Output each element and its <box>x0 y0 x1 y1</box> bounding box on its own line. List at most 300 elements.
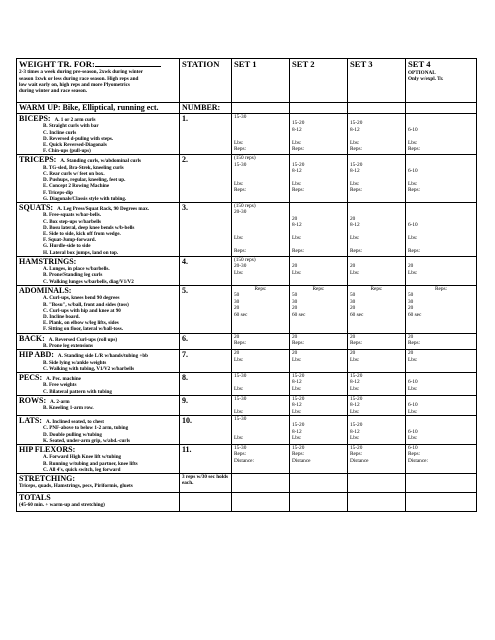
station-number-cell <box>180 256 232 285</box>
exercise-item: C. Box step-ups w/barbells <box>43 218 102 225</box>
set1-cell[interactable] <box>232 395 290 415</box>
set2-header-label: SET 2 <box>292 59 315 69</box>
set3-cell[interactable] <box>348 114 406 155</box>
exercise-cell <box>17 114 180 155</box>
set-entry: 20 <box>350 333 356 340</box>
set-entry: 20 <box>408 263 414 270</box>
station-header-label: STATION <box>182 59 220 69</box>
exercise-item: A. Reversed Curl-ups (roll ups) <box>48 336 118 343</box>
exercise-item: A. 1 or 2 arm curls <box>54 117 96 123</box>
exercise-heading-line <box>19 114 177 123</box>
station-number: 11. <box>182 444 192 454</box>
set-entry: (150 reps) <box>234 256 256 263</box>
set-entry: Lbs: <box>408 356 418 363</box>
set-entry: Lbs: <box>234 181 244 188</box>
set-entry: Reps: <box>434 285 448 292</box>
exercise-item: E. Plank, on elbow w/leg lifts, sides <box>43 320 119 327</box>
exercise-item: E. Concept 2 Rowing Machine <box>43 183 110 190</box>
set-entry: Reps: <box>408 451 421 458</box>
station-number: 9. <box>182 395 188 405</box>
set2-cell[interactable] <box>290 350 348 373</box>
exercise-row <box>17 333 477 350</box>
set3-cell[interactable] <box>348 350 406 373</box>
set-entry: 8-12 <box>292 379 302 386</box>
set-entry: Reps: <box>350 187 363 194</box>
set1-cell[interactable] <box>232 333 290 350</box>
set1-cell[interactable] <box>232 203 290 257</box>
set-entry: (150 reps) <box>234 203 256 210</box>
set3-cell[interactable] <box>348 203 406 257</box>
set-entry: Reps: <box>292 247 305 254</box>
set-entry: 15-20 <box>350 161 363 168</box>
set-entry: Lbs: <box>350 181 360 188</box>
set3-header-label: SET 3 <box>350 59 373 69</box>
warmup-set2[interactable] <box>290 103 348 114</box>
set1-header-label: SET 1 <box>234 59 257 69</box>
set1-cell[interactable] <box>232 350 290 373</box>
set-entry: Reps: <box>350 451 363 458</box>
exercise-item: B. Free-squats w/bar-bells. <box>43 212 102 219</box>
exercise-item: B. Straight curls with bar <box>43 123 99 130</box>
set-entry: 20 <box>350 215 356 222</box>
set-entry: Lbs: <box>234 408 244 415</box>
station-number-cell <box>180 114 232 155</box>
set-entry: 60 sec <box>234 311 248 318</box>
set-entry: 15-30 <box>234 395 247 402</box>
warmup-set4[interactable] <box>406 103 477 114</box>
set-entry: Lbs: <box>408 181 418 187</box>
station-header <box>180 59 232 103</box>
station-number: 2. <box>182 155 188 165</box>
number-label: NUMBER: <box>182 103 221 112</box>
stretching-set2[interactable] <box>290 474 348 493</box>
exercise-cell <box>17 415 180 444</box>
muscle-group-title: HIP FLEXORS: <box>19 444 76 454</box>
set-entry: Lbs: <box>350 356 360 363</box>
exercise-item: E. Side to side, kick off from wedge. <box>43 231 121 238</box>
set-entry: 15-20 <box>350 395 363 402</box>
set-entry: Reps: <box>408 187 421 194</box>
set3-cell[interactable] <box>348 372 406 395</box>
station-number: 6. <box>182 333 188 343</box>
station-number: 3. <box>182 203 188 213</box>
set4-cell[interactable] <box>406 395 477 415</box>
exercise-item: H. Lateral box jumps, land on top. <box>43 249 119 256</box>
set2-cell[interactable] <box>290 114 348 155</box>
exercise-cell <box>17 372 180 395</box>
set-entry: 8-12 <box>292 428 302 435</box>
set-entry: Reps: <box>312 285 325 292</box>
exercise-item: B. Kneeling 1-arm row. <box>43 405 94 412</box>
set-entry: 50 <box>292 292 298 299</box>
exercise-item: A. Leg Press/Squat Rack, 90 Degrees max. <box>57 206 150 213</box>
exercise-heading-line <box>19 203 177 212</box>
set-entry: 8-12 <box>350 402 360 409</box>
set-entry: Reps: <box>292 146 305 152</box>
set-entry: 15-20 <box>292 161 305 168</box>
exercise-heading-line <box>19 257 177 266</box>
set4-cell[interactable] <box>406 203 477 257</box>
set-entry: 20 <box>234 333 240 340</box>
exercise-heading-line <box>19 416 177 425</box>
exercise-item: D. Double pulling w/tubing <box>43 431 102 438</box>
exercise-item: A. Standing curls, w/abdominal curls <box>60 158 142 165</box>
set-entry: 6-10 <box>408 222 418 229</box>
exercise-cell <box>17 444 180 473</box>
exercise-item: C. PNF-above to below 1-2 arm, tubing <box>43 425 129 432</box>
set4-header-label: SET 4 <box>408 59 431 69</box>
set-entry: Lbs: <box>292 435 302 442</box>
station-number-cell <box>180 372 232 395</box>
set-entry: 6-10 <box>408 126 418 133</box>
exercise-row <box>17 372 477 395</box>
set-entry: Lbs: <box>408 408 418 415</box>
exercise-heading-line <box>19 334 177 343</box>
set-entry: 15-20 <box>292 444 305 451</box>
totals-cell <box>17 493 180 512</box>
muscle-group-title: TRICEPS: <box>19 155 57 165</box>
set-entry: Lbs: <box>292 408 302 415</box>
set-entry: 15-30 <box>234 161 247 168</box>
set2-cell[interactable] <box>290 395 348 415</box>
exercise-item: C. All 4's, quick switch, leg forward <box>43 466 121 473</box>
set1-cell[interactable] <box>232 444 290 473</box>
exercise-row <box>17 256 477 285</box>
exercise-heading-line <box>19 373 177 382</box>
set-entry: 8-12 <box>350 222 360 229</box>
set-entry: Distance: <box>234 457 255 464</box>
set-entry: Reps: <box>350 146 363 152</box>
exercise-item: F. Triceps-dip <box>43 189 73 196</box>
muscle-group-title: LATS: <box>19 415 42 425</box>
intro-line-2: season 1xwk or less during race season. High reps and <box>19 75 139 82</box>
set2-cell[interactable] <box>290 256 348 285</box>
exercise-cell <box>17 350 180 373</box>
set-entry: Distance: <box>408 457 429 464</box>
totals-row <box>17 493 477 512</box>
set-entry: 8-12 <box>350 428 360 435</box>
exercise-heading-line <box>19 350 177 359</box>
set1-cell[interactable] <box>232 256 290 285</box>
set4-cell[interactable] <box>406 256 477 285</box>
stretching-set1[interactable] <box>232 474 290 493</box>
set-entry: 60 sec <box>292 311 306 318</box>
set1-cell[interactable] <box>232 114 290 155</box>
set-entry: 20 <box>350 305 356 312</box>
set-entry: Reps: <box>292 451 305 458</box>
station-number-cell <box>180 415 232 444</box>
exercise-item: G. Hurdle-side to side <box>43 243 91 250</box>
stretching-detail: Triceps, quads, Hamstrings, pecs, Piriformis, gluets <box>19 483 133 489</box>
totals-set1[interactable] <box>232 493 290 512</box>
station-number: 7. <box>182 350 188 360</box>
set4-cell[interactable] <box>406 350 477 373</box>
totals-set2[interactable] <box>290 493 348 512</box>
set-entry: 50 <box>350 292 356 299</box>
stretching-row <box>17 474 477 493</box>
stretching-station <box>180 474 232 493</box>
exercise-item: B. Prone/Standing leg curls <box>43 272 103 279</box>
set3-cell[interactable] <box>348 256 406 285</box>
set-entry: Reps: <box>408 145 421 152</box>
set-entry: Distance <box>350 457 369 464</box>
exercise-item: F. Chin-ups (pull-ups) <box>43 148 91 155</box>
set-entry: 15-20 <box>292 395 305 402</box>
set-entry: 20 <box>234 350 240 357</box>
exercise-item: F. Squat-Jump-forward. <box>43 237 96 244</box>
set2-cell[interactable] <box>290 444 348 473</box>
set-entry: Reps: <box>234 339 247 346</box>
exercise-row <box>17 350 477 373</box>
set-entry: Lbs: <box>350 269 360 276</box>
set1-cell[interactable] <box>232 372 290 395</box>
number-header-cell <box>180 103 232 114</box>
set-entry: 8-12 <box>292 126 302 133</box>
set-entry: Lbs: <box>234 235 244 242</box>
stretching-title: STRETCHING: <box>19 474 76 483</box>
set-entry: 20 <box>350 263 356 270</box>
set4-cell[interactable] <box>406 155 477 203</box>
exercise-item: D. Pushups, regular, kneeling, feet up. <box>43 177 126 184</box>
exercise-item: D. Reversed d-puling with steps. <box>43 135 114 142</box>
set-entry: Lbs: <box>292 235 302 242</box>
set-entry: 20-30 <box>234 209 247 216</box>
exercise-item: C. Bilateral pattern with tubing <box>43 388 112 395</box>
set-entry: Reps: <box>254 285 267 292</box>
set4-cell[interactable] <box>406 444 477 473</box>
set-entry: Lbs: <box>292 139 302 146</box>
set3-cell[interactable] <box>348 444 406 473</box>
exercise-row <box>17 395 477 415</box>
set-entry: 20 <box>292 263 298 270</box>
totals-set3[interactable] <box>348 493 406 512</box>
exercise-item: G. Diagonals/Classis style with tubing. <box>43 195 127 202</box>
exercise-heading-line <box>19 155 177 164</box>
set-entry: Reps: <box>408 339 421 346</box>
set-entry: Lbs: <box>234 385 244 392</box>
weight-training-table <box>16 58 477 512</box>
station-number: 8. <box>182 372 188 382</box>
set-entry: Reps: <box>292 339 305 346</box>
worksheet-title: WEIGHT TR. FOR: <box>19 59 95 69</box>
set-entry: Reps: <box>408 247 421 254</box>
title-cell <box>17 59 180 103</box>
set2-cell[interactable] <box>290 285 348 333</box>
set-entry: Lbs: <box>350 235 360 242</box>
set1-cell[interactable] <box>232 285 290 333</box>
exercise-item: B. Side lying w/ankle weights <box>43 359 107 366</box>
set-entry: 20 <box>408 350 414 357</box>
set-entry: 20 <box>408 333 414 340</box>
set-entry: 6-10 <box>408 444 418 451</box>
warmup-cell <box>17 103 180 114</box>
name-blank-line[interactable] <box>95 59 161 67</box>
stretching-set4[interactable] <box>406 474 477 493</box>
set-entry: 60 sec <box>408 311 422 318</box>
set-entry: 8-12 <box>292 402 302 409</box>
warmup-set3[interactable] <box>348 103 406 114</box>
warmup-set1[interactable] <box>232 103 290 114</box>
stretching-set3[interactable] <box>348 474 406 493</box>
set-entry: Lbs: <box>292 356 302 363</box>
exercise-sections <box>17 114 477 474</box>
set-entry: 15-30 <box>234 444 247 451</box>
set4-cell[interactable] <box>406 372 477 395</box>
set-entry: Reps: <box>370 285 383 292</box>
stretching-cell <box>17 474 180 493</box>
exercise-item: B. Free weights <box>43 382 77 389</box>
set-entry: 15-20 <box>350 372 363 379</box>
set-entry: Lbs: <box>408 435 418 442</box>
exercise-item: F. Sitting on floor, lateral w/ball-toss. <box>43 326 123 333</box>
exercise-row <box>17 155 477 203</box>
set2-cell[interactable] <box>290 415 348 444</box>
exercise-item: E. Quick Reversed-Diagonals <box>43 142 107 149</box>
set-entry: Lbs: <box>408 385 418 392</box>
exercise-item: K. Seated, under-arm grip, w/abd.-curls <box>43 437 130 444</box>
set3-cell[interactable] <box>348 333 406 350</box>
set-entry: 6-10 <box>408 379 418 386</box>
set2-cell[interactable] <box>290 155 348 203</box>
exercise-item: D. Bosu lateral, deep knee bends w/b-bells <box>43 224 135 231</box>
set-entry: 8-12 <box>350 379 360 386</box>
exercise-item: A. Lunges, in place w/barbells. <box>43 266 110 273</box>
set-entry: 30 <box>234 298 240 305</box>
set3-header <box>348 59 406 103</box>
exercise-item: A. Pec. machine <box>46 375 81 382</box>
exercise-row <box>17 415 477 444</box>
set4-cell[interactable] <box>406 333 477 350</box>
set-entry: (150 reps) <box>234 155 256 162</box>
set-entry: 20 <box>292 305 298 312</box>
exercise-item: C. Walking with tubing, V1/V2 w/barbells <box>43 365 135 372</box>
set-entry: 20 <box>350 350 356 357</box>
set-entry: 6-10 <box>408 168 418 175</box>
set-entry: 15-30 <box>234 114 247 120</box>
muscle-group-title: BACK: <box>19 333 45 343</box>
muscle-group-title: HIP ABD: <box>19 350 54 360</box>
station-number-cell <box>180 203 232 257</box>
set-entry: Reps: <box>234 187 247 194</box>
exercise-item: D. Incline board. <box>43 313 80 320</box>
set-entry: Lbs: <box>350 408 360 415</box>
exercise-row <box>17 114 477 155</box>
set-entry: 15-20 <box>292 372 305 379</box>
station-number-cell <box>180 395 232 415</box>
set-entry: Reps: <box>234 247 247 254</box>
intro-line-1: 2-3 times a week during pre-season, 2xwk during winter <box>19 69 143 76</box>
muscle-group-title: BICEPS: <box>19 114 51 123</box>
set1-cell[interactable] <box>232 155 290 203</box>
exercise-item: C. Curl-ups with hip and knee at 90 <box>43 307 121 314</box>
exercise-item: B. TG-sled, Bra-Strek, kneeling curls <box>43 164 124 171</box>
station-number: 1. <box>182 114 188 123</box>
set4-optional-note: OPTIONAL <box>408 70 436 76</box>
totals-station[interactable] <box>180 493 232 512</box>
set-entry: 6-10 <box>408 402 418 409</box>
muscle-group-title: ADOMINALS: <box>19 285 72 295</box>
set-entry: Lbs: <box>292 385 302 392</box>
set-entry: 50 <box>234 292 240 299</box>
exercise-heading-line <box>19 445 177 454</box>
totals-title: TOTALS <box>19 493 51 502</box>
set-entry: 50 <box>408 292 414 299</box>
set2-cell[interactable] <box>290 372 348 395</box>
set4-cell[interactable] <box>406 114 477 155</box>
muscle-group-title: ROWS: <box>19 395 47 405</box>
exercise-item: A. Standing side L/R w/hands/tubing +bb <box>57 353 149 360</box>
stretching-station-text: 3 reps w/30 sec holds each. <box>182 474 229 487</box>
exercise-item: C. Walking lunges w/barbells, diag/V1/V2 <box>43 278 134 285</box>
set-entry: Reps: <box>234 145 247 152</box>
set-entry: 30 <box>350 298 356 305</box>
set2-cell[interactable] <box>290 203 348 257</box>
set-entry: Lbs: <box>408 139 418 146</box>
set-entry: 8-12 <box>292 168 302 175</box>
set-entry: Reps: <box>292 187 305 194</box>
set-entry: Lbs: <box>292 181 302 188</box>
exercise-item: C. Rear curls w/ feet on box. <box>43 171 105 178</box>
muscle-group-title: SQUATS: <box>19 203 54 213</box>
exercise-item: B. "Bosu", w/ball, front and sides (toss) <box>43 301 129 308</box>
set-entry: Lbs: <box>350 139 360 146</box>
set-entry: 15-20 <box>350 120 363 127</box>
set4-header <box>406 59 477 103</box>
set3-cell[interactable] <box>348 155 406 203</box>
set1-header <box>232 59 290 103</box>
set3-cell[interactable] <box>348 285 406 333</box>
set-entry: 8-12 <box>350 168 360 175</box>
set-entry: Lbs: <box>234 356 244 363</box>
set2-header <box>290 59 348 103</box>
set-entry: Lbs: <box>408 235 418 242</box>
set-entry: 20 <box>292 350 298 357</box>
set-entry: 6-10 <box>408 428 418 435</box>
set-entry: Distance <box>292 457 311 464</box>
set-entry: 8-12 <box>292 222 302 229</box>
set4-cell[interactable] <box>406 285 477 333</box>
exercise-cell <box>17 256 180 285</box>
exercise-item: A. Forward High Knee lift w/tubing <box>43 454 122 461</box>
exercise-heading-line <box>19 396 177 405</box>
set-entry: Lbs: <box>292 269 302 276</box>
set1-cell[interactable] <box>232 415 290 444</box>
set3-cell[interactable] <box>348 395 406 415</box>
warmup-label: WARM UP: Bike, Elliptical, running ect. <box>19 103 159 112</box>
set-entry: 60 sec <box>350 311 364 318</box>
station-number-cell <box>180 285 232 333</box>
totals-set4[interactable] <box>406 493 477 512</box>
header-row <box>17 59 477 103</box>
set-entry: Lbs: <box>234 139 244 146</box>
station-number-cell <box>180 350 232 373</box>
exercise-item: C. Incline curls <box>43 129 77 136</box>
exercise-cell <box>17 395 180 415</box>
set4-cell[interactable] <box>406 415 477 444</box>
set4-explanation-note: Only w/expl. Tr. <box>408 76 444 82</box>
exercise-row <box>17 444 477 473</box>
intro-line-3: low wait early on, high reps and more Plyometrics <box>19 81 130 88</box>
set-entry: Reps: <box>350 247 363 254</box>
muscle-group-title: PECS: <box>19 372 43 382</box>
set3-cell[interactable] <box>348 415 406 444</box>
set2-cell[interactable] <box>290 333 348 350</box>
set-entry: Lbs: <box>350 385 360 392</box>
set-entry: Lbs: <box>234 269 244 276</box>
set-entry: Lbs: <box>408 269 418 276</box>
station-number: 4. <box>182 256 188 266</box>
set-entry: Reps: <box>234 451 247 458</box>
